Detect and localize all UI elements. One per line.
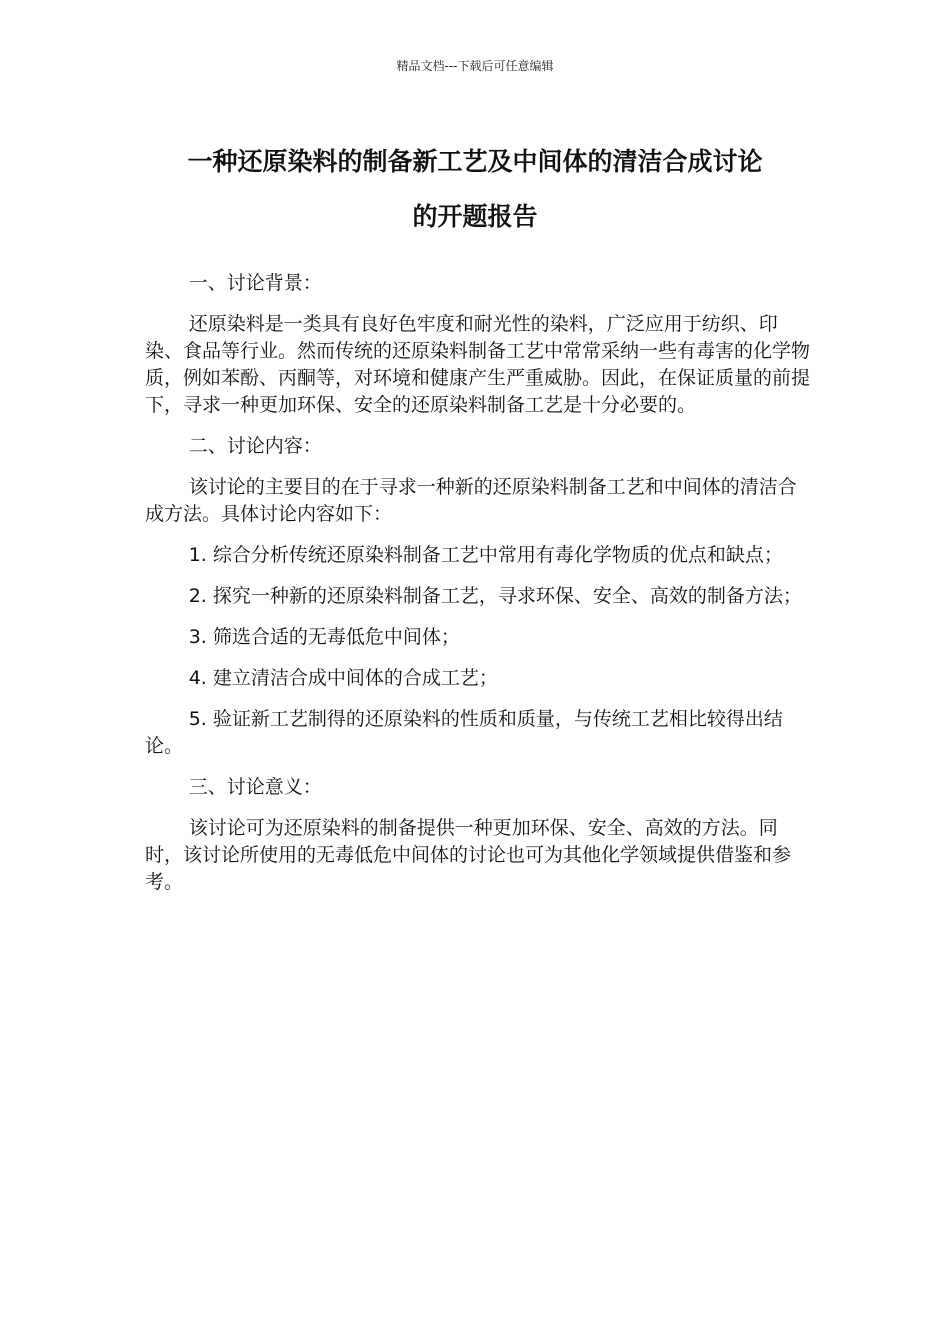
list-item-1: 1. 综合分析传统还原染料制备工艺中常用有毒化学物质的优点和缺点；	[188, 544, 783, 566]
document-title	[140, 134, 810, 244]
document-body	[145, 270, 810, 910]
list-item-2: 2. 探究一种新的还原染料制备工艺，寻求环保、安全、高效的制备方法；	[188, 585, 802, 607]
section-heading-background: 一、讨论背景：	[188, 272, 322, 294]
header-note: 精品文档---下载后可任意编辑	[396, 59, 554, 73]
section-heading-content: 二、讨论内容：	[188, 435, 322, 457]
title-line-1: 一种还原染料的制备新工艺及中间体的清洁合成讨论	[187, 147, 763, 176]
list-item-3: 3. 筛选合适的无毒低危中间体；	[188, 626, 460, 648]
list-item-4: 4. 建立清洁合成中间体的合成工艺；	[188, 667, 498, 689]
paragraph-background: 还原染料是一类具有良好色牢度和耐光性的染料，广泛应用于纺织、印染、食品等行业。然而传统的还原染料制备工艺中常常采纳一些有毒害的化学物质，例如苯酚、丙酮等，对环境和健康产生严重威胁。因此，在保证质量的前提下，寻求一种更加环保、安全的还原染料制备工艺是十分必要的。	[145, 313, 811, 416]
section-heading-significance: 三、讨论意义：	[188, 776, 322, 798]
title-line-2: 的开题报告	[412, 202, 538, 231]
list-item-5: 5. 验证新工艺制得的还原染料的性质和质量，与传统工艺相比较得出结论。	[145, 708, 783, 757]
paragraph-significance: 该讨论可为还原染料的制备提供一种更加环保、安全、高效的方法。同时，该讨论所使用的无毒低危中间体的讨论也可为其他化学领域提供借鉴和参考。	[145, 817, 792, 893]
paragraph-content-intro: 该讨论的主要目的在于寻求一种新的还原染料制备工艺和中间体的清洁合成方法。具体讨论内容如下：	[145, 476, 797, 525]
